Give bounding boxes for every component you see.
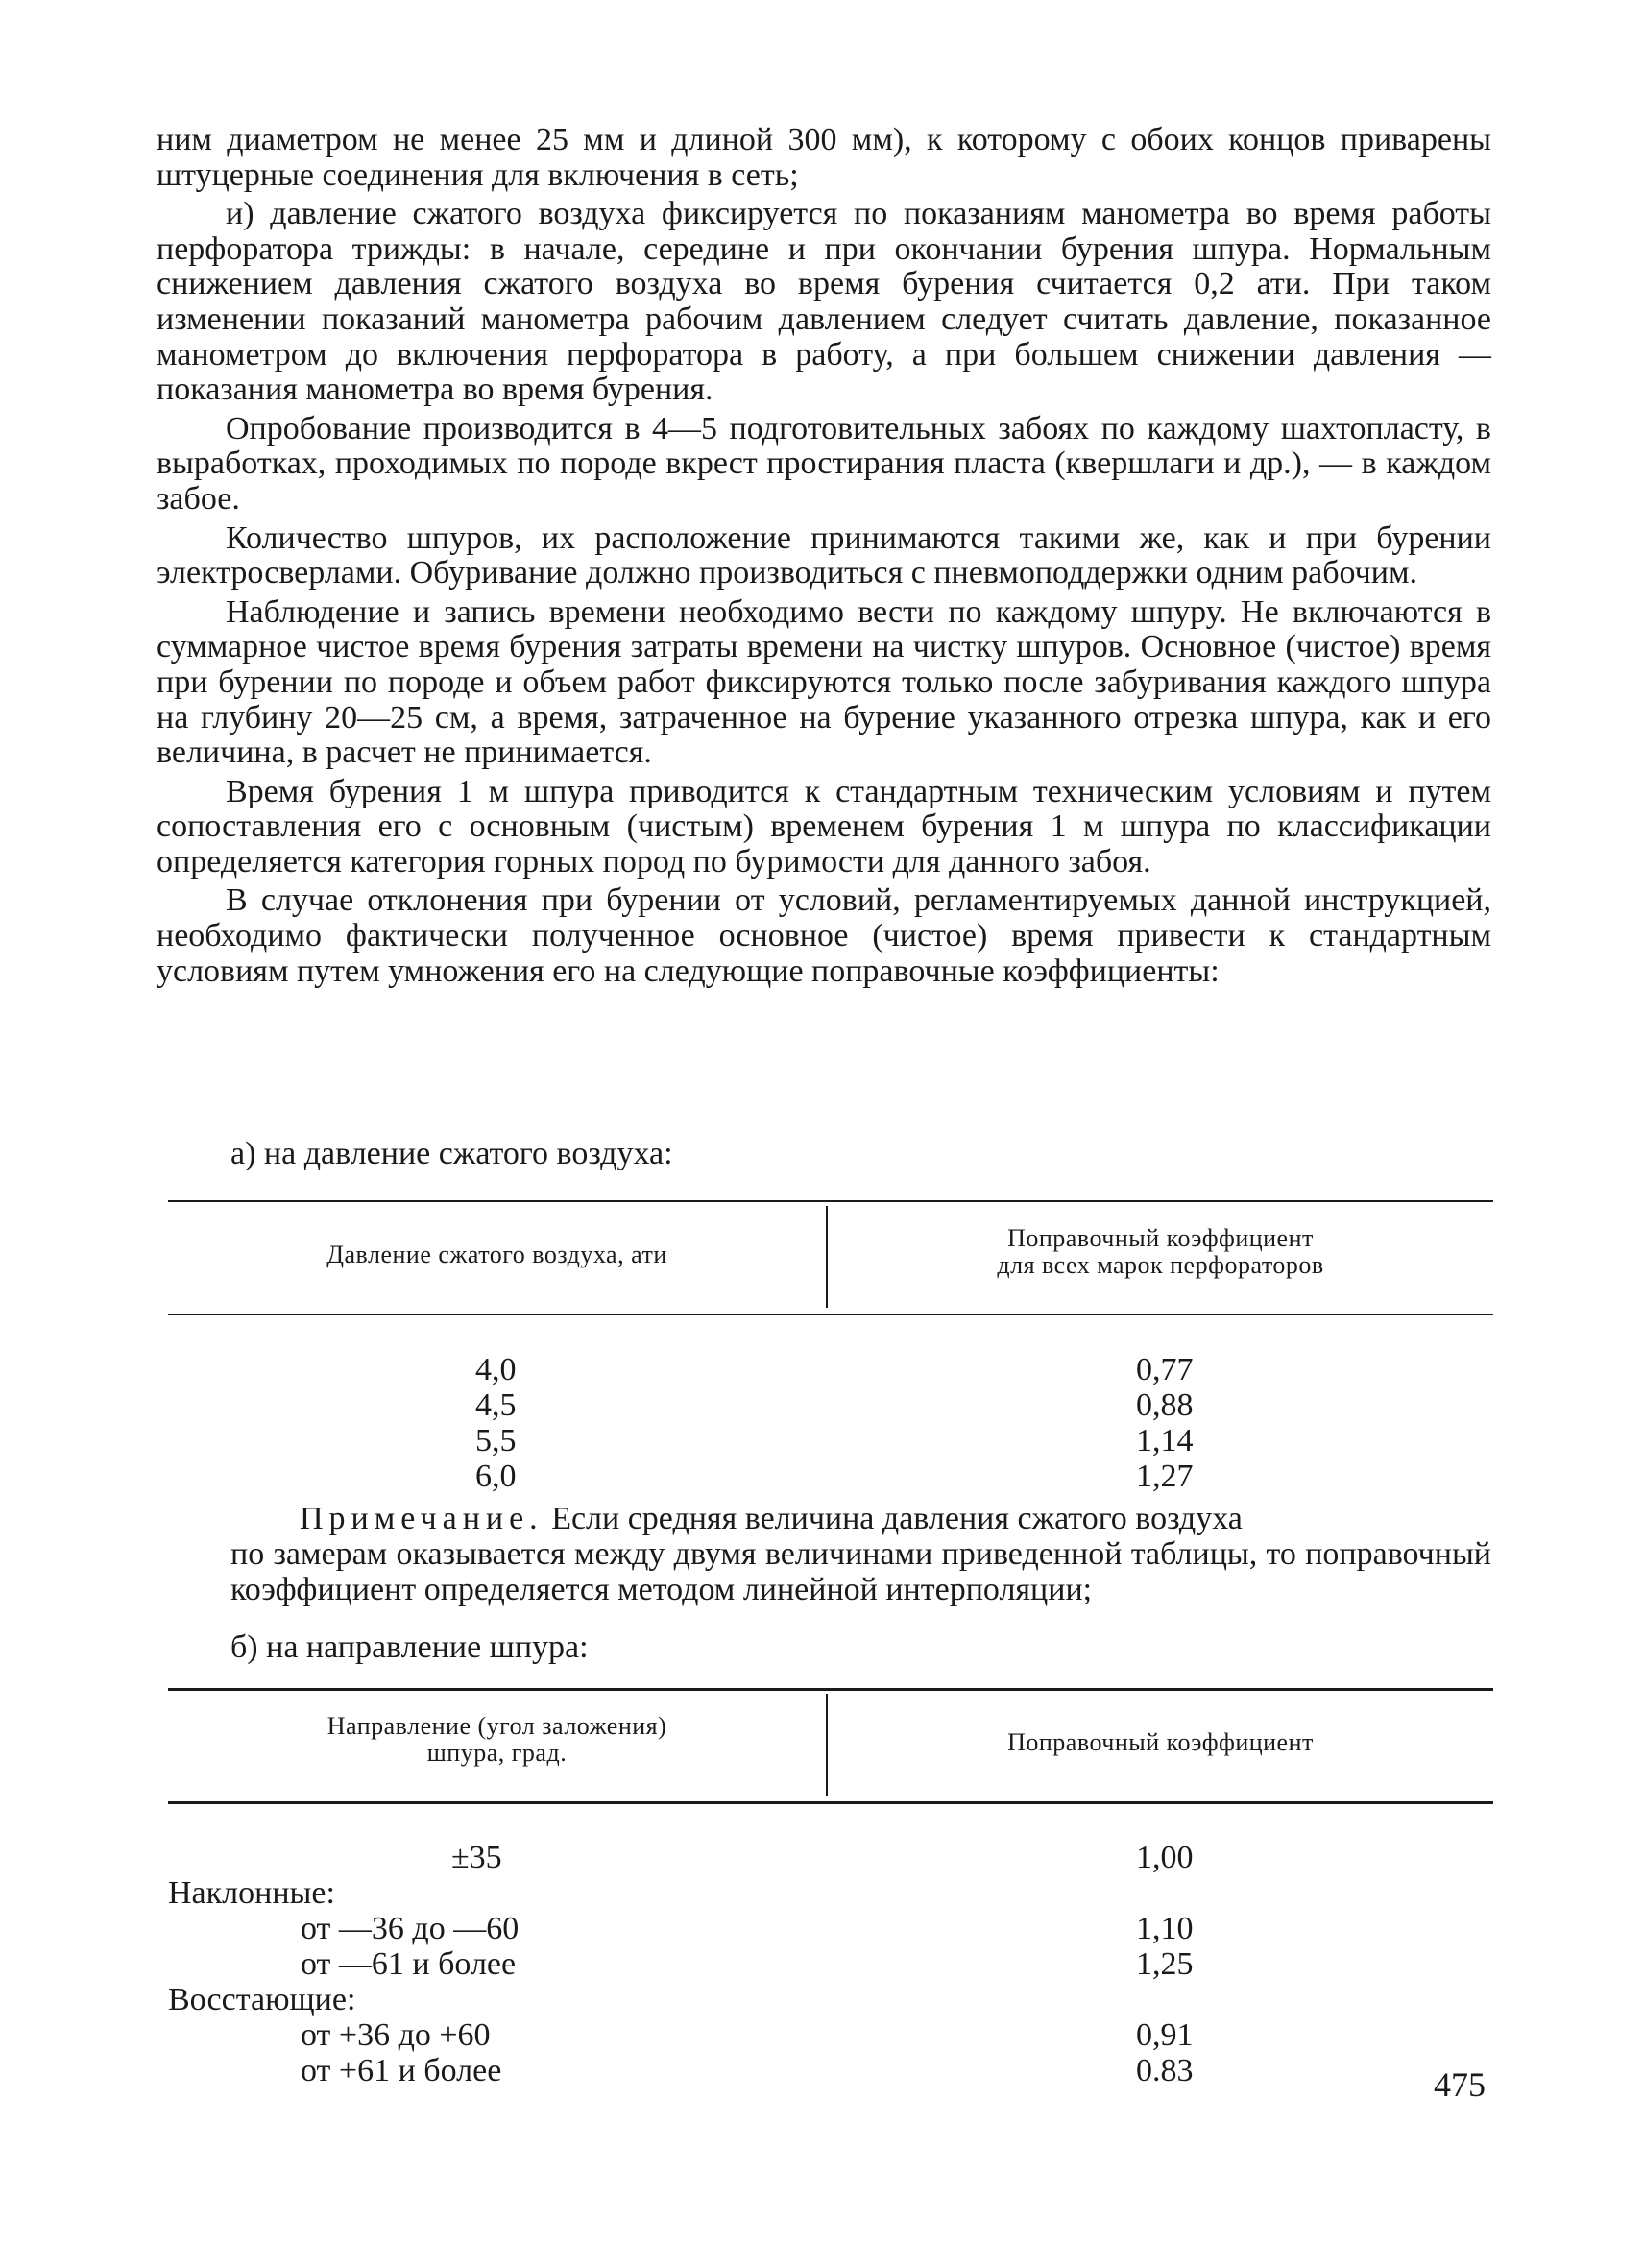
table-top-rule (168, 1688, 1493, 1691)
pressure-value: 5,5 (475, 1423, 517, 1459)
paragraph-item-i: и) давление сжатого воздуха фиксируется по показаниям манометра во время работы перфоратора трижды: в начале, середине и при окончании бурения шпура. Нормальным снижением давления сжатого воздуха во время бурения считается 0,2 ати. При таком изменении показаний манометра рабочим давлением следует считать давление, показанное манометром до включения перфоратора в работу, а при большем снижении давления — показания манометра во время бурения. (157, 196, 1491, 408)
table-header-rule (168, 1801, 1493, 1804)
direction-header-line-2: шпура, град. (426, 1739, 568, 1767)
direction-table (168, 1688, 1493, 2091)
coef-value: 0,88 (1136, 1387, 1194, 1423)
section-b-heading: б) на направление шпура: (230, 1629, 589, 1665)
pressure-table (168, 1200, 1493, 1494)
direction-value: ±35 (451, 1840, 502, 1875)
coef-value: 1,27 (1136, 1459, 1194, 1494)
direction-column-header (168, 1713, 826, 1767)
pressure-value: 4,0 (475, 1352, 517, 1387)
direction-value: от —61 и более (301, 1946, 517, 1982)
direction-header-line-1: Направление (угол заложения) (326, 1712, 667, 1740)
coef-value: 0,77 (1136, 1352, 1194, 1387)
direction-value: от +61 и более (301, 2053, 502, 2088)
group-label-rising: Восстающие: (168, 1982, 356, 2017)
table-header-rule (168, 1314, 1493, 1315)
paragraph-holes-count: Количество шпуров, их расположение принимаются такими же, как и при бурении электросверлами. Обуривание должно производиться с пневмоподдержки одним рабочим. (157, 519, 1491, 591)
section-a-heading: а) на давление сжатого воздуха: (230, 1136, 673, 1171)
table-note (230, 1501, 1491, 1536)
coef-column-header: Поправочный коэффициент (1007, 1728, 1314, 1756)
coef-value: 1,00 (1136, 1840, 1194, 1875)
coef-value: 1,14 (1136, 1423, 1194, 1459)
paragraph-observation: Наблюдение и запись времени необходимо вести по каждому шпуру. Не включаются в суммарное чистое время бурения затраты времени на чистку шпуров. Основное (чистое) время при бурении по породе и объем работ фиксируются только после забуривания каждого шпура на глубину 20—25 см, а время, затраченное на бурение указанного отрезка шпура, как и его величина, в расчет не принимается. (157, 593, 1491, 771)
page-number: 475 (1434, 2065, 1486, 2104)
note-label: Примечание. (300, 1501, 544, 1536)
table-top-rule (168, 1200, 1493, 1202)
pressure-value: 4,5 (475, 1387, 517, 1423)
direction-value: от +36 до +60 (301, 2017, 491, 2053)
coef-header-line-1: Поправочный коэффициент (1007, 1224, 1314, 1252)
paragraph-continuation: ним диаметром не менее 25 мм и длиной 300 мм), к которому с обоих концов приварены штуцерные соединения для включения в сеть; (157, 122, 1491, 193)
coef-value: 0.83 (1136, 2053, 1194, 2088)
coef-value: 1,25 (1136, 1946, 1194, 1982)
note-text: Если средняя величина давления сжатого воздуха (551, 1501, 1243, 1536)
pressure-value: 6,0 (475, 1459, 517, 1494)
coef-value: 0,91 (1136, 2017, 1194, 2053)
paragraph-drilling-time: Время бурения 1 м шпура приводится к стандартным техническим условиям и путем сопоставления его с основным (чистым) временем бурения 1 м шпура по классификации определяется категория горных пород по буримости для данного забоя. (157, 773, 1491, 880)
pressure-column-header: Давление сжатого воздуха, ати (326, 1241, 667, 1268)
group-label-inclined: Наклонные: (168, 1875, 335, 1911)
coef-column-header (828, 1225, 1493, 1279)
coef-header-line-2: для всех марок перфораторов (997, 1251, 1324, 1279)
body-text (157, 123, 1491, 993)
direction-value: от —36 до —60 (301, 1911, 520, 1946)
paragraph-testing: Опробование производится в 4—5 подготовительных забоях по каждому шахтопласту, в выработках, проходимых по породе вкрест простирания пласта (квершлаги и др.), — в каждом забое. (157, 410, 1491, 517)
coef-value: 1,10 (1136, 1911, 1194, 1946)
note-continuation: по замерам оказывается между двумя величинами приведенной таблицы, то поправочный коэффициент определяется методом линейной интерполяции; (230, 1536, 1491, 1607)
paragraph-deviation: В случае отклонения при бурении от условий, регламентируемых данной инструкцией, необходимо фактически полученное основное (чистое) время привести к стандартным условиям путем умножения его на следующие поправочные коэффициенты: (157, 882, 1491, 989)
